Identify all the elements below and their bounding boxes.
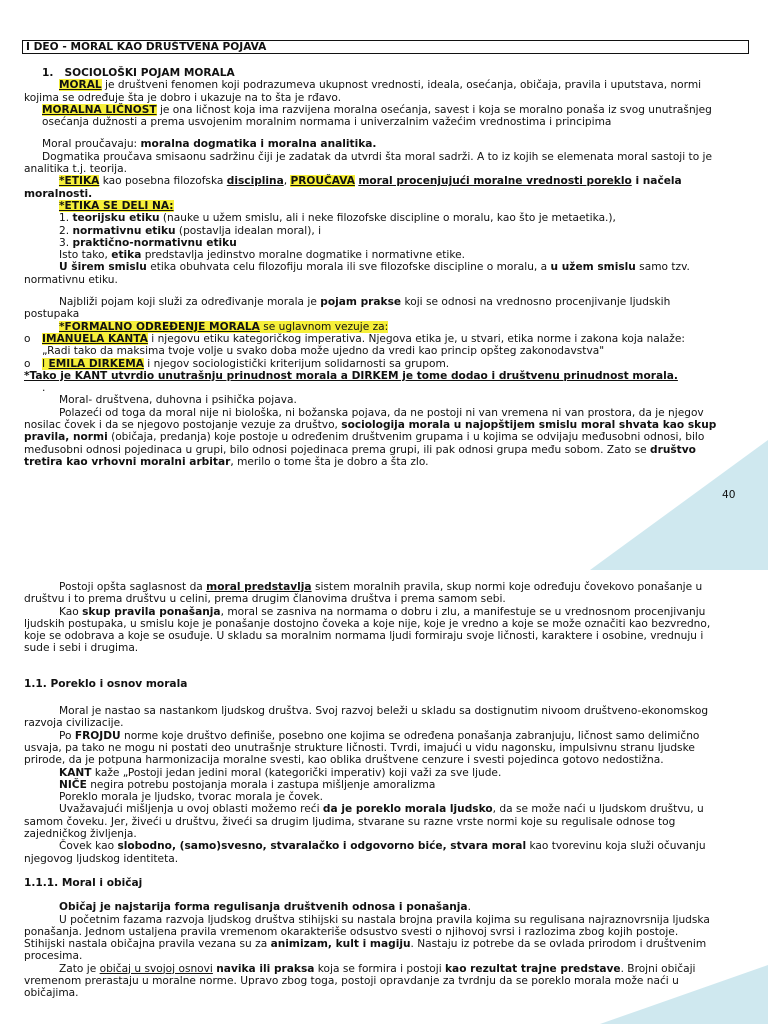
paragraph-line: vremenom prerastaju u moralne norme. Upravo zbog toga, postoji opravdanje za tvrdnju da se poreklo morala može naći u (24, 975, 679, 988)
paragraph-line: društvu i to prema društvu u celini, prema drugim članovima društva i prema samom sebi. (24, 593, 506, 606)
paragraph-line: njegovog ljudskog identiteta. (24, 852, 179, 865)
paragraph-line: normativnu etiku. (24, 273, 118, 286)
chapter-header: I DEO - MORAL KAO DRUŠTVENA POJAVA (22, 40, 749, 54)
subsection-title: 1.1.1. Moral i običaj (24, 876, 143, 889)
section-1-continued (24, 581, 744, 1000)
paragraph: Zato je običaj u svojoj osnovi navika ili praksa koja se formira i postoji kao rezultat trajne predstave. Brojni običaji (59, 962, 696, 975)
paragraph: Postoji opšta saglasnost da moral predstavlja sistem moralnih pravila, skup normi koje određuju čovekovo ponašanje u (59, 581, 703, 593)
paragraph-line: razvoja civilizacije. (24, 717, 124, 730)
paragraph-line: Stihijski nastala običajna pravila vezana su za animizam, kult i magiju. Nastaju iz potrebe da se ovlada prirodom i društvenim (24, 938, 707, 951)
paragraph-line: međusobni odnosi pojedinaca u grupi, bilo odnosi pojedinaca prema grupi, ili pak odnosi grupa među sobom. Zato se društvo (24, 443, 696, 456)
paragraph: U širem smislu etika obuhvata celu filozofiju morala ili sve filozofske discipline o moralu, a u užem smislu samo tzv. (59, 261, 690, 274)
paragraph: Kao skup pravila ponašanja, moral se zasniva na normama o dobru i zlu, a manifestuje se u vrednosnom procenjivanju (59, 605, 706, 618)
paragraph-line: moralnosti. (24, 187, 93, 200)
paragraph: KANT kaže „Postoji jedan jedini moral (kategorički imperativ) koji važi za sve ljude. (59, 766, 502, 779)
paragraph-line: ponašanja. Jednom ustaljena pravila vremenom okarakteriše odsustvo svesti o njihovoj svrsi i razlozima zbog kojih postoje. (24, 925, 679, 938)
paragraph: Moral je nastao sa nastankom ljudskog društva. Svoj razvoj beleži u skladu sa dostignutim nivoom društveno-ekonomskog (59, 705, 709, 718)
paragraph: MORALNA LIČNOST je ona ličnost koja ima razvijena moralna osećanja, savest i koja se moralno ponaša iz svog unutrašnjeg (42, 103, 712, 116)
paragraph-line: zajedničkog življenja. (24, 828, 137, 841)
paragraph-line: samom čoveku. Jer, živeći u društvu, živeći sa drugim ljudima, stvarane su razne vrste normi koje su regulisale odnose tog (24, 815, 676, 828)
paragraph-line: . (42, 382, 46, 395)
quote-line: „Radi tako da maksima tvoje volje u svako doba može ujedno da vredi kao princip opšteg zakonodavstva" (42, 345, 605, 358)
paragraph-line: postupaka (24, 308, 80, 321)
paragraph: Po FROJDU norme koje društvo definiše, posebno one kojima se određena ponašanja zabranjuju, ličnost samo delimično (59, 729, 700, 742)
paragraph-line: pravila, normi (običaja, predanja) koje postoje u određenim društvenim grupama i u kojima se odvijaju međusobni odnosi, bilo (24, 431, 705, 444)
list-item: 2. normativnu etiku (postavlja idealan moral), i (59, 224, 322, 237)
paragraph: *ETIKA kao posebna filozofska disciplina, PROUČAVA moral procenjujući moralne vrednosti poreklo i načela (59, 175, 682, 188)
page-number: 40 (722, 489, 736, 501)
paragraph: NIČE negira potrebu postojanja morala i zastupa mišljenje amoralizma (59, 778, 436, 791)
bullet-item: o I EMILA DIRKEMA i njegov sociologistički kriterijum solidarnosti sa grupom. (24, 358, 744, 370)
paragraph-line: analitika t.j. teorija. (24, 163, 127, 176)
paragraph: Uvažavajući mišljenja u ovoj oblasti možemo reći da je poreklo morala ljudsko, da se može naći u ljudskom društvu, u (59, 803, 704, 816)
paragraph-line: sude i sebi i drugima. (24, 642, 139, 655)
paragraph-line: koje se odobrava a koje se osuđuje. U skladu sa moralnim normama ljudi formiraju svoje ličnosti, karaktere i osobine, vrednuju i (24, 630, 704, 643)
paragraph: Isto tako, etika predstavlja jedinstvo moralne dogmatike i normativne etike. (59, 249, 465, 262)
subsection-title: 1.1. Poreklo i osnov morala (24, 677, 188, 690)
bullet-item: o IMANUELA KANTA i njegovu etiku kategoričkog imperativa. Njegova etika je, u stvari, etika norme i zakona koja nalaže: (24, 333, 744, 345)
paragraph: Običaj je najstarija forma regulisanja društvenih odnosa i ponašanja. (59, 901, 471, 914)
section-1 (24, 67, 744, 468)
paragraph: Moral- društvena, duhovna i psihička pojava. (59, 394, 297, 407)
paragraph: Polazeći od toga da moral nije ni biološka, ni božanska pojava, da ne postoji ni van vremena ni van prostora, da je njegov (59, 406, 704, 419)
paragraph-line: kojima se određuje šta je dobro i ukazuje na to šta je rđavo. (24, 91, 342, 104)
paragraph-line: usvaja, pa tako ne mogu ni postati deo unutrašnje strukture ličnosti. Tvrdi, imajući u vidu nagonsku, impulsivnu stranu ljudske (24, 741, 695, 754)
list-item: 3. praktično-normativnu etiku (59, 236, 237, 249)
paragraph-line: procesima. (24, 950, 83, 963)
paragraph-line: prirode, da je potpuna harmonizacija moralne svesti, kao oblika društvene cenzure i svesti pojedinca gotovo nedostižna. (24, 754, 664, 767)
emphasis-line: *Tako je KANT utvrdio unutrašnju prinudnost morala a DIRKEM je tome dodao i društvenu prinudnost morala. (24, 369, 678, 382)
paragraph-line: ljudskih postupaka, u smislu koje je ponašanje dostojno čoveka a koje nije, koje je vredno a koje se može označiti kao bezvredno, (24, 617, 711, 630)
paragraph: Najbliži pojam koji služi za određivanje morala je pojam prakse koji se odnosi na vrednosno procenjivanje ljudskih (59, 296, 671, 309)
list-item: 1. teorijsku etiku (nauke u užem smislu, ali i neke filozofske discipline o moralu, kao što je metaetika.), (59, 212, 616, 225)
paragraph: Čovek kao slobodno, (samo)svesno, stvaralačko i odgovorno biće, stvara moral kao tvorevinu koja služi očuvanju (59, 840, 706, 853)
paragraph: *FORMALNO ODREĐENJE MORALA se uglavnom vezuje za: (59, 320, 389, 333)
list-title: *ETIKA SE DELI NA: (59, 199, 174, 212)
paragraph: MORAL je društveni fenomen koji podrazumeva ukupnost vrednosti, ideala, osećanja, običaja, pravila i uputstava, normi (59, 79, 702, 92)
paragraph: Moral proučavaju: moralna dogmatika i moralna analitika. (42, 138, 377, 151)
paragraph-line: osećanja dužnosti a prema usvojenim moralnim normama i univerzalnim važećim vrednostima i principima (42, 116, 612, 129)
paragraph-line: običajima. (24, 987, 79, 1000)
section-1-title: 1. SOCIOLOŠKI POJAM MORALA (42, 67, 235, 79)
paragraph: Poreklo morala je ljudsko, tvorac morala je čovek. (59, 791, 323, 804)
paragraph-line: Dogmatika proučava smisaonu sadržinu čiji je zadatak da utvrdi šta moral sadrži. A to iz kojih se elemenata moral sastoji to je (42, 150, 713, 163)
paragraph-line: tretira kao vrhovni moralni arbitar, merilo o tome šta je dobro a šta zlo. (24, 455, 429, 468)
paragraph: U početnim fazama razvoja ljudskog društva stihijski su nastala brojna pravila kojima su regulisana najraznovrsnija ljudska (59, 913, 710, 926)
paragraph-line: nosilac čovek i da se njegovo postojanje vezuje za društvo, sociologija morala u najopštijem smislu moral shvata kao skup (24, 419, 717, 432)
